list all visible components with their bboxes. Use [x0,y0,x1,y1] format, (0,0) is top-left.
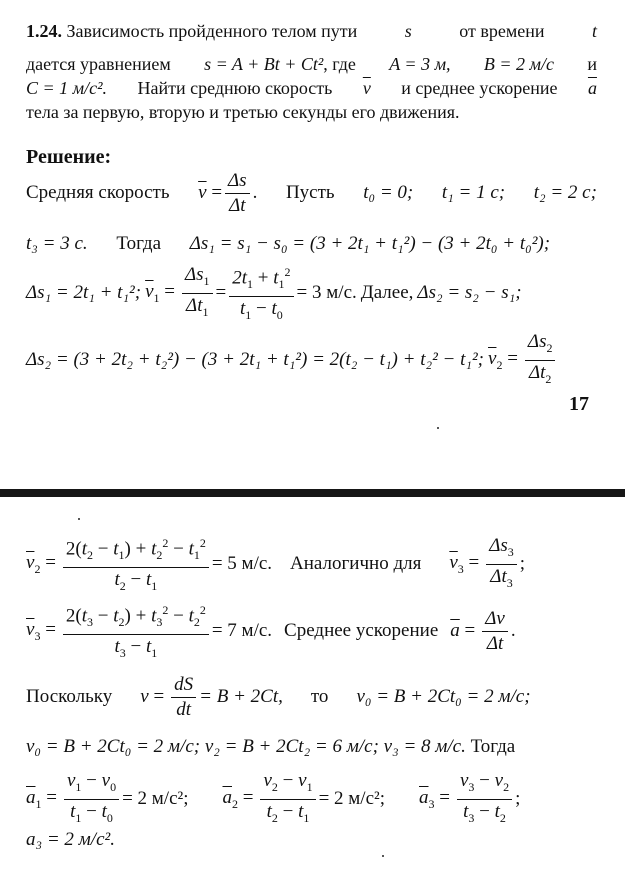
problem-text-1b: от времени [459,21,545,41]
t2-def: t₂ = 2 с; [533,182,597,203]
problem-line-4 [26,101,597,123]
delta-s2-def: Δs₂ = s₂ − s₁; [417,282,522,303]
page-number: 17 [569,393,589,415]
A-value: A = 3 м, [389,54,451,74]
a1-result: = 2 м/с²; [122,788,189,809]
since-line: Поскольку v = $\frac{dS}{dt}$ = B + 2Ct, то v₀ = B + 2Ct₀ = 2 м/с; [26,673,531,720]
var-t: t [591,21,597,41]
problem-text-3: Найти среднюю скорость [137,78,333,98]
let-text: Пусть [285,182,335,203]
print-speck [382,855,384,857]
v3-line: $\overline{v}_3$ = $\frac{2(t_3 - t_2) + t_3^2 - t_2^2}{t_3 - t_1}$ = 7 м/с. Среднее ускорение $\overline{a}$ = $\frac{\Delta v}{\Delta t}$ . [26,601,516,661]
t0-def: t₀ = 0; [363,182,414,203]
solution-heading: Решение: [26,146,112,168]
solution-line-4: Δs₂ = (3 + 2t₂ + t₂²) − (3 + 2t₁ + t₁²) = 2(t₂ − t₁) + t₂² − t₁²; $\overline{v}_2$ = $\frac{\Delta s_2}{\Delta t_2}$ [26,330,558,390]
t3-def: t₃ = 3 с. [26,233,88,254]
v2-result: = 5 м/с. [211,553,273,574]
delta-s2-equation: Δs₂ = (3 + 2t₂ + t₂²) − (3 + 2t₁ + t₁²) = 2(t₂ − t₁) + t₂² − t₁²; [26,349,485,370]
delta-s1-equation: Δs₁ = s₁ − s₀ = (3 + 2t₁ + t₁²) − (3 + 2t₀ + t₀²); [189,233,551,254]
print-speck [78,518,80,520]
where-text: , где [323,54,356,74]
v2-line: $\overline{v}_2$ = $\frac{2(t_2 - t_1) + t_2^2 - t_1^2}{t_2 - t_1}$ = 5 м/с. Аналогично для $\overline{v}_3$ = $\frac{\Delta s_3}{\Delta t_3}$ ; [26,534,525,594]
var-s: s [404,21,412,41]
problem-line-2 [26,53,597,75]
solution-line-2 [26,233,597,255]
then2-text: Тогда [470,736,516,757]
v3-result: = 7 м/с. [211,620,273,641]
since-text: Поскольку [26,686,113,707]
velocities-values: v₀ = B + 2Ct₀ = 2 м/с; v₂ = B + 2Ct₂ = 6 м/с; v₃ = 8 м/с. [26,736,466,757]
problem-text-4: тела за первую, вторую и третью секунды его движения. [26,102,460,122]
C-value: C = 1 м/с². [26,78,108,98]
accelerations-line: $\overline{a}_1$ = $\frac{v_1 - v_0}{t_1 - t_0}$ = 2 м/с²; $\overline{a}_2$ = $\frac{v_2 - v_1}{t_2 - t_1}$ = 2 м/с²; $\overline{a}_3$ = $\frac{v_3 - v_2}{t_3 - t_2}$ ; [26,769,521,825]
a3-final: a₃ = 2 м/с². [26,829,115,850]
avg-accel-label: Среднее ускорение [284,620,439,641]
problem-line-3 [26,77,597,99]
problem-text-3b: и среднее ускорение [401,78,558,98]
print-speck [437,427,439,429]
var-v-bar: $\overline{v}$ [362,78,371,98]
var-a-bar: $\overline{a}$ [587,78,597,98]
a2-result: = 2 м/с²; [318,788,385,809]
problem-text-1: Зависимость пройденного телом пути [66,21,358,41]
solution-line-3: Δs₁ = 2t₁ + t₁²; $\overline{v}_1$ = $\frac{\Delta s_1}{\Delta t_1}$ = $\frac{2t_1 + t_1^2}{t_1 - t_0}$ = 3 м/с. Далее, Δs₂ = s₂ − s₁; [26,263,522,323]
v-derivative-rhs: = B + 2Ct, [199,686,283,707]
problem-line-1 [26,20,597,42]
solution-line-1: Средняя скорость $\overline{v}$ = $\frac{\Delta s}{\Delta t}$ . Пусть t₀ = 0; t₁ = 1 с; t₂ = 2 с; [26,169,597,216]
a3-final-line [26,829,597,851]
page-separator [0,489,625,497]
B-value: B = 2 м/с [483,54,555,74]
problem-text-2: дается уравнением [26,54,171,74]
v0-equation: v₀ = B + 2Ct₀ = 2 м/с; [356,686,531,707]
then-text: Тогда [116,233,162,254]
avg-speed-label: Средняя скорость [26,182,170,203]
and-text: и [587,54,597,74]
t1-def: t₁ = 1 с; [441,182,506,203]
to-text: то [310,686,329,707]
page-18 [0,497,625,874]
v1-result: = 3 м/с. [296,282,357,303]
motion-equation: s = A + Bt + Ct² [204,54,324,74]
further-text: Далее, [360,282,414,303]
problem-number: 1.24. [26,21,62,41]
delta-s1-simple: Δs₁ = 2t₁ + t₁²; [26,282,142,303]
velocities-line [26,736,597,758]
similarly-text: Аналогично для [290,553,422,574]
